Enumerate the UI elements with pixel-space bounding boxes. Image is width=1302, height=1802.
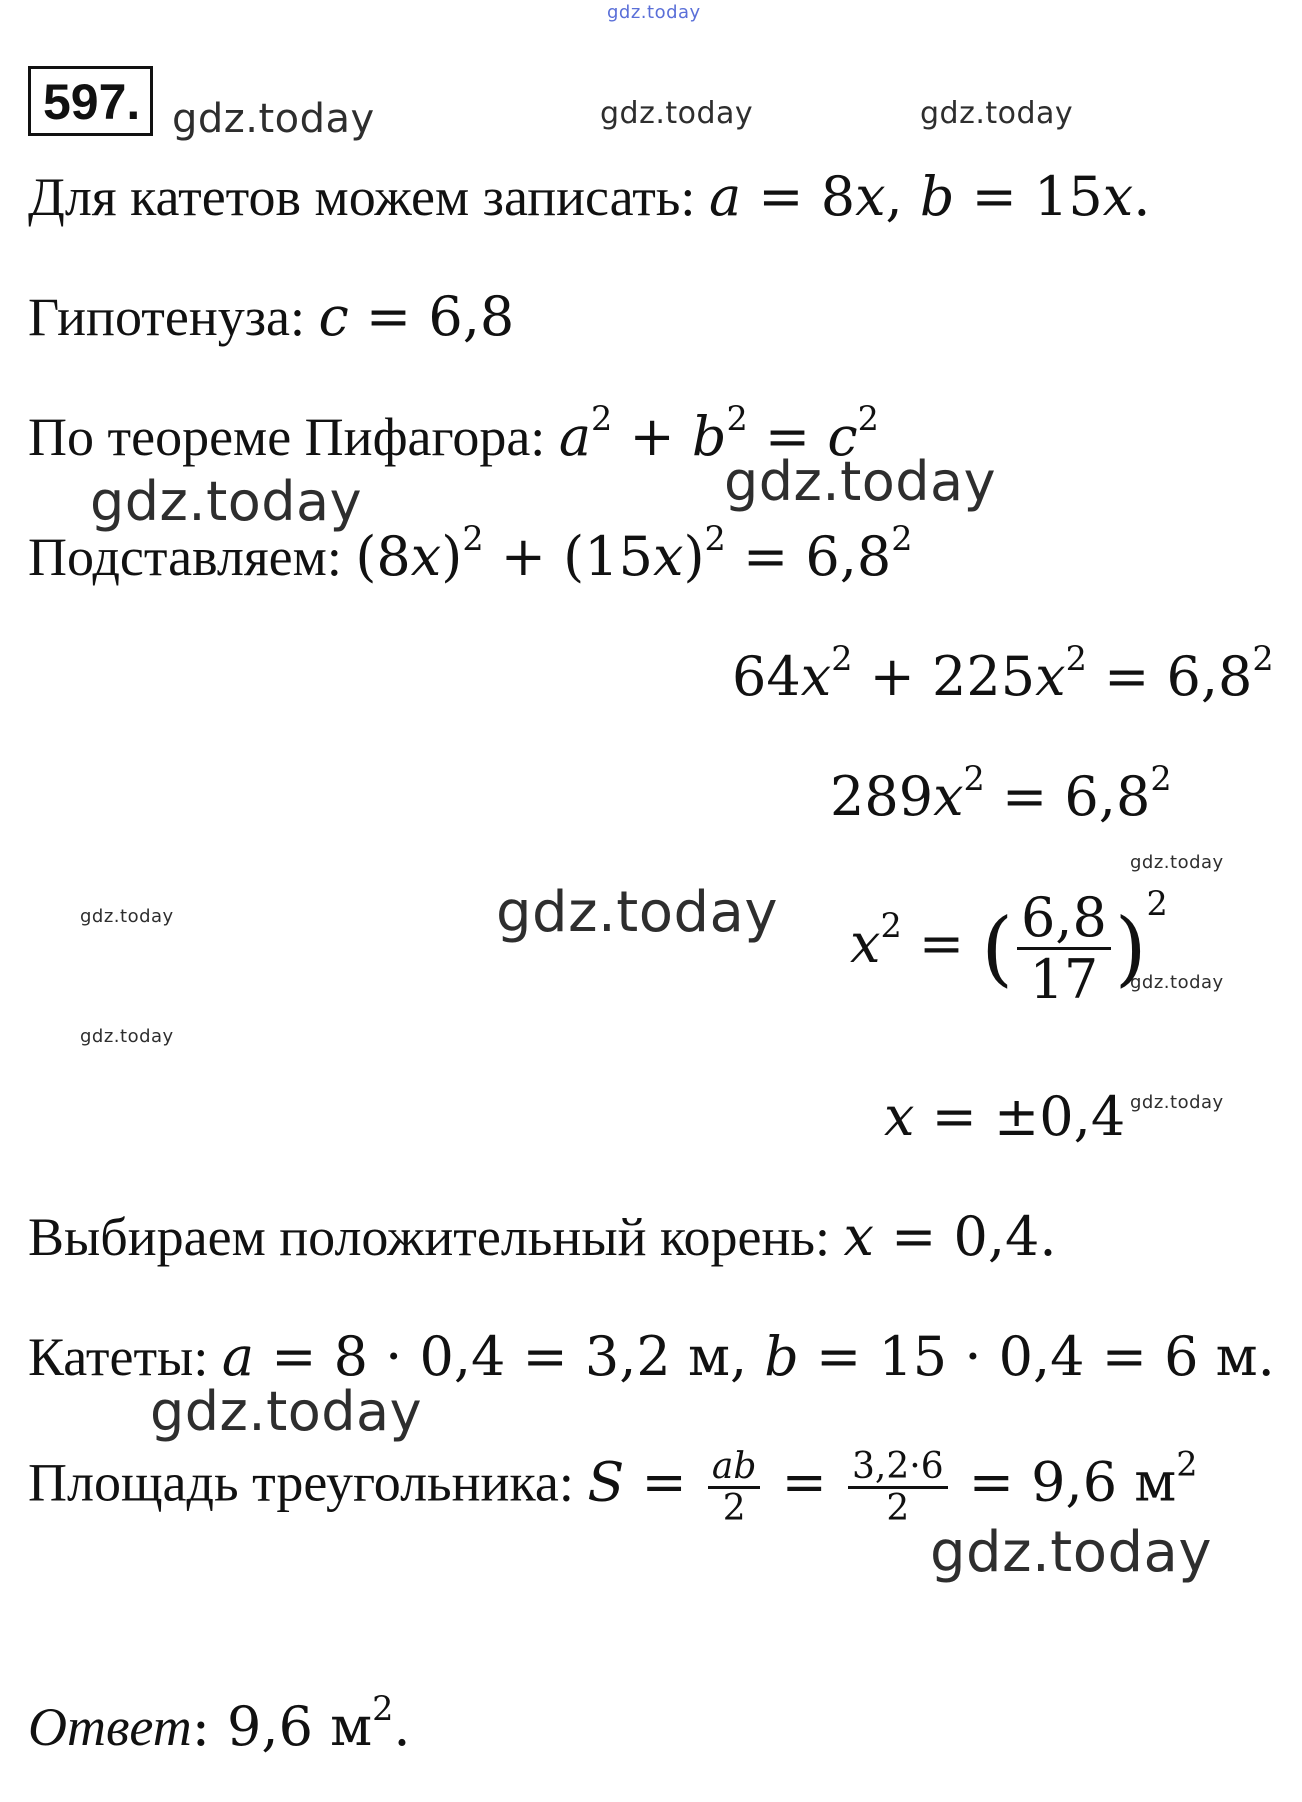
var-x: x	[933, 765, 964, 828]
hyp-text: Гипотенуза:	[28, 287, 319, 347]
watermark: gdz.today	[1130, 852, 1224, 873]
math-part: = 6,8	[348, 285, 515, 348]
denominator: 2	[722, 1487, 746, 1529]
watermark: gdz.today	[920, 96, 1074, 131]
var-b: b	[919, 165, 955, 228]
math-part: =	[747, 405, 828, 468]
math-part: = 9,6 м	[951, 1450, 1177, 1514]
math-part: ,	[885, 165, 920, 228]
legs-text: Для катетов можем записать:	[28, 167, 709, 227]
var-a: a	[708, 165, 742, 228]
equation-1	[732, 638, 1274, 708]
math-part: = 6,8	[725, 525, 892, 588]
math-part: = 15	[954, 165, 1103, 228]
answer-label: Ответ	[28, 1697, 192, 1757]
substitution-line	[28, 518, 913, 588]
math-part: =	[764, 1450, 844, 1514]
area-text: Площадь треугольника:	[28, 1452, 588, 1513]
problem-number: 597.	[28, 66, 153, 136]
math-part: = 15 · 0,4 = 6 м.	[798, 1325, 1275, 1388]
math-part: =	[901, 911, 982, 975]
equation-2	[830, 758, 1172, 828]
subst-text: Подставляем:	[28, 527, 356, 587]
var-x: x	[800, 645, 832, 708]
exponent: 2	[880, 905, 902, 945]
math-part: 289	[830, 765, 934, 828]
denominator: 17	[1029, 947, 1099, 1011]
watermark: gdz.today	[496, 880, 779, 945]
var-s: S	[587, 1450, 625, 1514]
hypotenuse-line	[28, 285, 515, 348]
area-line	[28, 1444, 1198, 1529]
watermark: gdz.today	[724, 450, 997, 513]
var-x: x	[884, 1085, 915, 1148]
numerator: ab	[708, 1448, 761, 1489]
math-part: = 6,8	[1086, 645, 1253, 708]
var-x: x	[855, 165, 886, 228]
math-part: = 8 · 0,4 = 3,2 м,	[254, 1325, 765, 1388]
left-paren: (	[981, 902, 1013, 997]
var-b: b	[691, 405, 727, 468]
math-part: + 225	[852, 645, 1036, 708]
exponent: 2	[1252, 638, 1274, 678]
math-part: )	[683, 525, 705, 588]
exponent: 2	[591, 398, 613, 438]
math-part: .	[393, 1695, 411, 1758]
math-part: + (15	[483, 525, 653, 588]
math-part: .	[1133, 165, 1151, 228]
var-x: x	[1035, 645, 1066, 708]
fraction	[1017, 886, 1111, 1011]
watermark: gdz.today	[80, 906, 174, 927]
var-x: x	[1102, 165, 1134, 228]
exponent: 2	[1150, 758, 1172, 798]
legs-line	[28, 165, 1151, 228]
exponent: 2	[891, 518, 913, 558]
pyth-text: По теореме Пифагора:	[28, 407, 559, 467]
math-part: = 8	[741, 165, 856, 228]
watermark: gdz.today	[1130, 972, 1224, 993]
legs2-text: Катеты:	[28, 1327, 222, 1387]
exponent: 2	[704, 518, 726, 558]
watermark: gdz.today	[930, 1520, 1213, 1585]
math-part: = ±0,4	[914, 1085, 1126, 1148]
fraction	[708, 1448, 761, 1528]
var-x: x	[410, 525, 442, 588]
var-x: x	[850, 911, 881, 975]
exponent: 2	[963, 758, 985, 798]
math-part: )	[441, 525, 463, 588]
exponent: 2	[372, 1688, 394, 1728]
watermark: gdz.today	[150, 1380, 423, 1443]
choose-text: Выбираем положительный корень:	[28, 1207, 844, 1267]
numerator: 6,8	[1017, 890, 1111, 950]
equation-4	[884, 1085, 1126, 1148]
choose-root-line	[28, 1205, 1057, 1268]
fraction	[848, 1448, 948, 1528]
exponent: 2	[462, 518, 484, 558]
denominator: 2	[886, 1487, 910, 1529]
var-x: x	[652, 525, 684, 588]
math-part: (8	[355, 525, 411, 588]
watermark: gdz.today	[1130, 1092, 1224, 1113]
math-part: =	[624, 1450, 704, 1514]
watermark: gdz.today	[172, 96, 375, 142]
var-b: b	[764, 1325, 799, 1388]
var-c: c	[827, 405, 858, 468]
var-x: x	[843, 1205, 874, 1268]
var-a: a	[221, 1325, 255, 1388]
answer-value: : 9,6 м	[191, 1695, 373, 1758]
exponent: 2	[1146, 884, 1168, 924]
exponent: 2	[1065, 638, 1087, 678]
legs-values-line	[28, 1325, 1275, 1388]
math-part: 64	[732, 645, 801, 708]
exponent: 2	[857, 398, 879, 438]
right-paren: )	[1114, 902, 1147, 997]
math-part: +	[612, 405, 692, 468]
math-part: = 6,8	[984, 765, 1151, 828]
numerator: 3,2·6	[848, 1448, 948, 1489]
answer-line	[28, 1688, 411, 1758]
watermark: gdz.today	[600, 96, 754, 131]
exponent: 2	[831, 638, 853, 678]
equation-3	[850, 884, 1168, 1011]
exponent: 2	[1176, 1444, 1198, 1484]
exponent: 2	[726, 398, 748, 438]
var-c: c	[318, 285, 349, 348]
math-part: = 0,4.	[873, 1205, 1057, 1268]
var-a: a	[558, 405, 592, 468]
pythagoras-line	[28, 398, 879, 468]
watermark: gdz.today	[607, 2, 701, 23]
watermark: gdz.today	[90, 470, 363, 533]
watermark: gdz.today	[80, 1026, 174, 1047]
